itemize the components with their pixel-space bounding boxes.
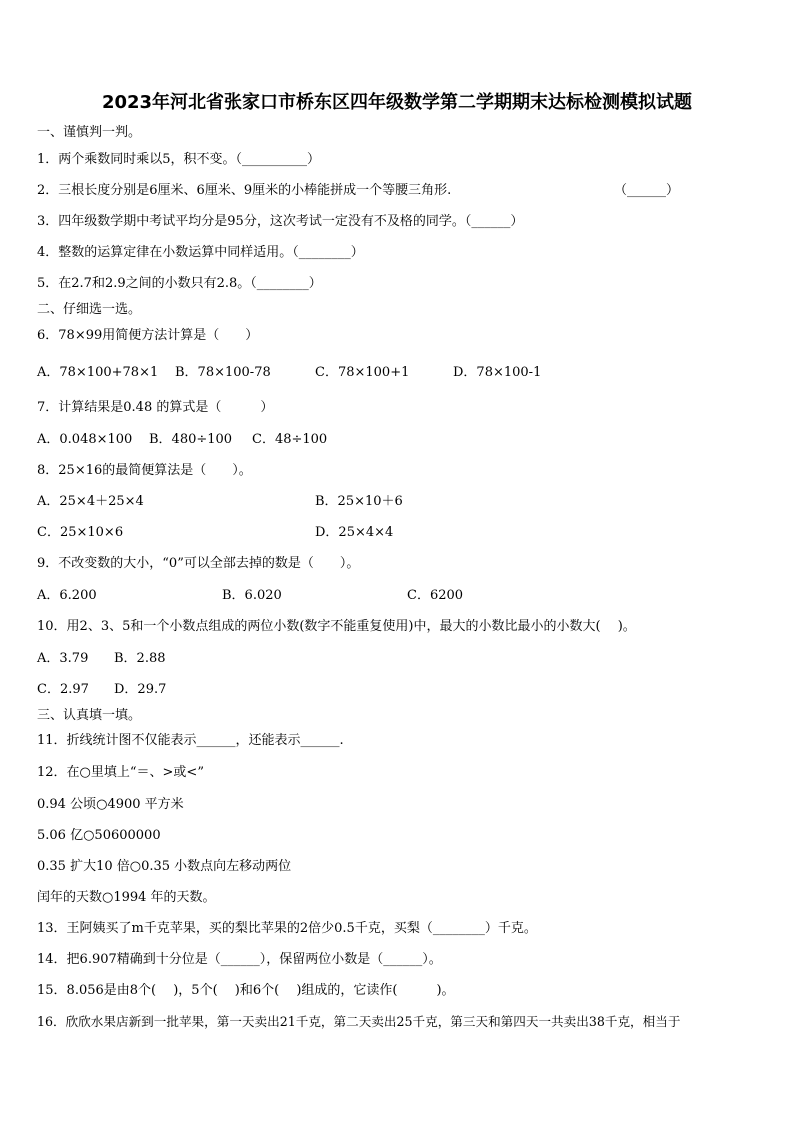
section-heading-1: 一、谨慎判一判。 xyxy=(37,125,142,140)
page-title: 2023年河北省张家口市桥东区四年级数学第二学期期末达标检测模拟试题 xyxy=(101,92,693,113)
question-12: 12．在○里填上“＝、>或<” xyxy=(37,765,204,780)
section-heading-2: 二、仔细选一选。 xyxy=(37,302,142,317)
q8-option-c: C．25×10×6 xyxy=(37,525,124,540)
q6-option-c: C．78×100+1 xyxy=(315,365,410,380)
q10-option-d: D．29.7 xyxy=(114,682,167,697)
q7-option-b: B．480÷100 xyxy=(149,432,233,447)
question-9: 9．不改变数的大小，“0”可以全部去掉的数是（ ）。 xyxy=(37,556,360,571)
question-1: 1．两个乘数同时乘以5，积不变。（__________） xyxy=(37,152,321,167)
q12-item-2: 5.06 亿○50600000 xyxy=(37,828,161,843)
question-2-blank: （______） xyxy=(614,183,680,198)
question-2: 2．三根长度分别是6厘米、6厘米、9厘米的小棒能拼成一个等腰三角形. xyxy=(37,183,452,198)
question-15: 15．8.056是由8个( )，5个( )和6个( )组成的，它读作( )。 xyxy=(37,983,455,998)
q9-option-c: C．6200 xyxy=(407,588,464,603)
question-4: 4．整数的运算定律在小数运算中同样适用。（________） xyxy=(37,245,364,260)
question-11: 11．折线统计图不仅能表示______，还能表示______. xyxy=(37,733,344,748)
q9-option-b: B．6.020 xyxy=(222,588,282,603)
q10-option-b: B．2.88 xyxy=(114,651,166,666)
question-10: 10．用2、3、5和一个小数点组成的两位小数(数字不能重复使用)中，最大的小数比最小的小数大( )。 xyxy=(37,619,636,634)
question-13: 13．王阿姨买了m千克苹果，买的梨比苹果的2倍少0.5千克，买梨（________）千克。 xyxy=(37,921,537,936)
q6-option-d: D．78×100-1 xyxy=(453,365,542,380)
q8-option-a: A．25×4＋25×4 xyxy=(37,494,144,509)
q7-option-c: C．48÷100 xyxy=(252,432,328,447)
q10-option-a: A．3.79 xyxy=(37,651,89,666)
question-16: 16．欣欣水果店新到一批苹果，第一天卖出21千克，第二天卖出25千克，第三天和第四天一共卖出38千克，相当于 xyxy=(37,1014,681,1029)
q9-option-a: A．6.200 xyxy=(37,588,97,603)
q10-option-c: C．2.97 xyxy=(37,682,89,697)
question-3: 3．四年级数学期中考试平均分是95分，这次考试一定没有不及格的同学。（______） xyxy=(37,214,524,229)
section-heading-3: 三、认真填一填。 xyxy=(37,708,142,723)
question-7: 7．计算结果是0.48 的算式是（ ） xyxy=(37,400,274,415)
question-6: 6．78×99用简便方法计算是（ ） xyxy=(37,328,259,343)
question-14: 14．把6.907精确到十分位是（______），保留两位小数是（______）。 xyxy=(37,952,442,967)
q12-item-4: 闰年的天数○1994 年的天数。 xyxy=(37,890,216,905)
question-8: 8．25×16的最简便算法是（ ）。 xyxy=(37,463,252,478)
q12-item-3: 0.35 扩大10 倍○0.35 小数点向左移动两位 xyxy=(37,859,292,874)
q6-option-b: B．78×100-78 xyxy=(175,365,271,380)
q6-option-a: A．78×100+78×1 xyxy=(37,365,159,380)
q7-option-a: A．0.048×100 xyxy=(37,432,133,447)
q12-item-1: 0.94 公顷○4900 平方米 xyxy=(37,797,184,812)
q8-option-b: B．25×10＋6 xyxy=(315,494,403,509)
question-5: 5．在2.7和2.9之间的小数只有2.8。（________） xyxy=(37,276,322,291)
q8-option-d: D．25×4×4 xyxy=(315,525,394,540)
